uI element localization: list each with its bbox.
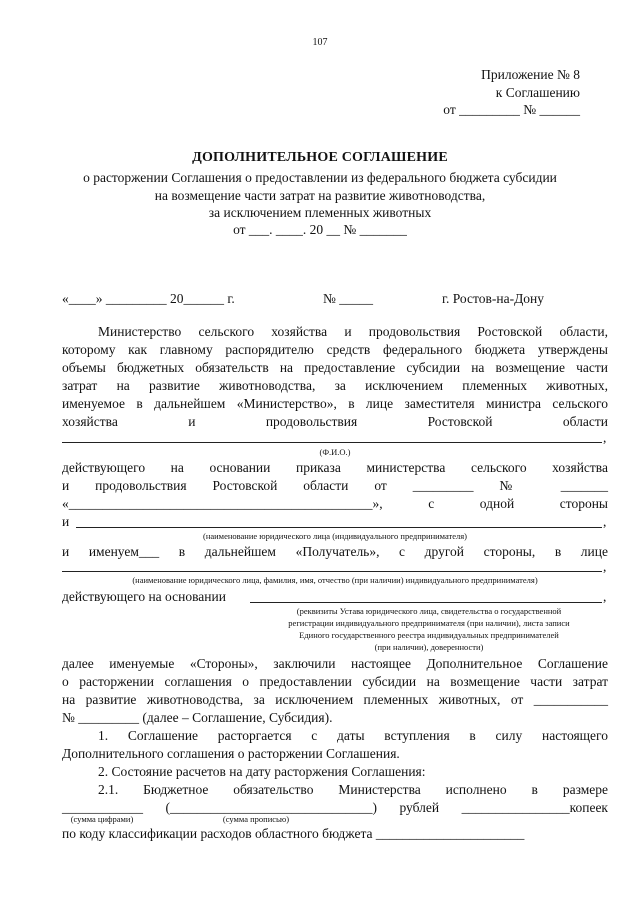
acting-line-2: и продовольствия Ростовской области от _________ № _______ [62, 478, 608, 493]
preamble-line-3: объемы бюджетных обязательств на предоставление субсидии на возмещение части [62, 360, 608, 375]
agreement-city: г. Ростов-на-Дону [442, 291, 545, 306]
fio-caption: (Ф.И.О.) [319, 447, 351, 457]
person-caption: (наименование юридического лица, фамилия, имя, отчество (при наличии) индивидуального предпринимателя) [132, 575, 538, 585]
fio-fill-line [62, 442, 602, 443]
clause-2-1: 2.1. Бюджетное обязательство Министерства исполнено в размере [98, 782, 608, 797]
parties-line-2: о расторжении соглашения о предоставлении субсидии на возмещение части затрат [62, 674, 608, 689]
basis-comma: , [603, 589, 607, 604]
clause-1-line-2: Дополнительного соглашения о расторжении Соглашения. [62, 746, 400, 761]
preamble-line-2: которому как главному распорядителю средств федерального бюджета утверждены [62, 342, 608, 357]
amount-line: ____________ (______________________________) рублей ________________копеек [62, 800, 608, 815]
person-fill-line [62, 571, 602, 572]
agreement-date: «____» _________ 20______ г. [62, 291, 235, 306]
annex-date-number: от _________ № ______ [443, 102, 580, 117]
preamble-line-4: затрат на развитие животноводства, за исключением племенных животных, [62, 378, 608, 393]
parties-line-4: № _________ (далее – Соглашение, Субсидия). [62, 710, 333, 725]
document-title: ДОПОЛНИТЕЛЬНОЕ СОГЛАШЕНИЕ [192, 150, 448, 165]
preamble-line-5: именуемое в дальнейшем «Министерство», в лице заместителя министра сельского [62, 396, 608, 411]
subtitle-date-number: от ___. ____. 20 __ № _______ [233, 222, 407, 237]
sum-digits-caption: (сумма цифрами) [70, 814, 134, 824]
named-line: и именуем___ в дальнейшем «Получатель», с другой стороны, в лице [62, 544, 608, 559]
parties-line-1: далее именуемые «Стороны», заключили настоящее Дополнительное Соглашение [62, 656, 608, 671]
sum-words-caption: (сумма прописью) [222, 814, 290, 824]
subtitle-line-3: за исключением племенных животных [208, 205, 432, 220]
requisites-caption-3: Единого государственного реестра индивидуальных предпринимателей [299, 630, 559, 640]
annex-title: Приложение № 8 [481, 67, 580, 82]
preamble-line-6: хозяйства и продовольствия Ростовской области [62, 414, 608, 429]
legal-entity-caption: (наименование юридического лица (индивидуального предпринимателя) [202, 531, 468, 541]
acting-line-1: действующего на основании приказа министерства сельского хозяйства [62, 460, 608, 475]
requisites-caption-4: (при наличии), доверенности) [374, 642, 484, 652]
subtitle-line-1: о расторжении Соглашения о предоставлении из федерального бюджета субсидии [83, 170, 557, 185]
preamble-line-1: Министерство сельского хозяйства и продовольствия Ростовской области, [98, 324, 608, 339]
parties-line-3: на развитие животноводства, за исключением племенных животных, от ___________ [62, 692, 608, 707]
clause-2: 2. Состояние расчетов на дату расторжения Соглашения: [98, 764, 426, 779]
page-number: 107 [312, 37, 328, 48]
recipient-fill-line [76, 527, 602, 528]
acting-basis-label: действующего на основании [62, 589, 226, 604]
clause-1-line-1: 1. Соглашение расторгается с даты вступления в силу настоящего [98, 728, 608, 743]
agreement-number: № _____ [323, 291, 374, 306]
requisites-caption-2: регистрации индивидуального предпринимателя (при наличии), листа записи [288, 618, 570, 628]
one-side-line: «_____________________________________________», с одной стороны [62, 496, 608, 511]
subtitle-line-2: на возмещение части затрат на развитие животноводства, [154, 188, 486, 203]
annex-reference: к Соглашению [495, 85, 580, 100]
basis-fill-line [250, 602, 602, 603]
requisites-caption-1: (реквизиты Устава юридического лица, свидетельства о государственной [296, 606, 562, 616]
person-comma: , [603, 559, 607, 574]
fio-comma: , [603, 430, 607, 445]
budget-code-line: по коду классификации расходов областного бюджета ______________________ [62, 826, 525, 841]
recipient-comma: , [603, 514, 607, 529]
and-letter: и [62, 514, 70, 529]
